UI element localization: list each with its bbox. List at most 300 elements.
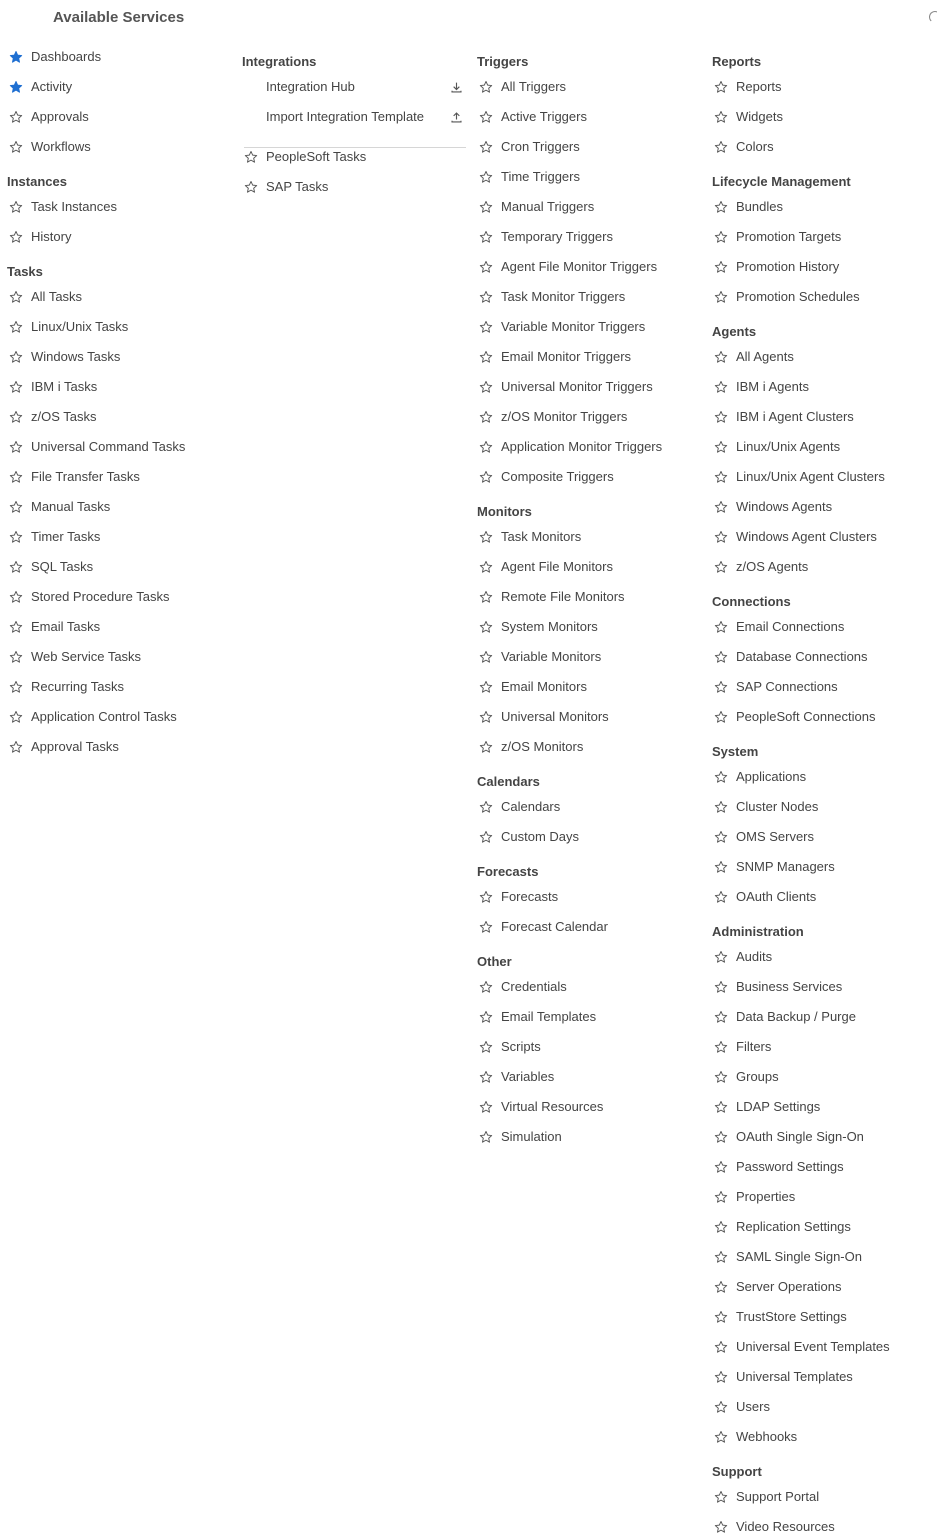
service-link-z-os-agents[interactable]: [712, 557, 808, 577]
star-outline-icon[interactable]: [712, 798, 730, 816]
service-link-oms-servers[interactable]: [712, 827, 814, 847]
service-link-users[interactable]: [712, 1397, 770, 1417]
star-outline-icon[interactable]: [477, 1098, 495, 1116]
service-link-z-os-tasks[interactable]: [7, 407, 97, 427]
service-link-label: Credentials: [501, 979, 567, 994]
service-link-z-os-monitor-triggers[interactable]: [477, 407, 627, 427]
star-outline-icon[interactable]: [712, 498, 730, 516]
star-outline-icon[interactable]: [477, 318, 495, 336]
service-link-business-services[interactable]: [712, 977, 842, 997]
service-link-workflows[interactable]: [7, 137, 91, 157]
star-outline-icon[interactable]: [712, 978, 730, 996]
service-link-label: Variables: [501, 1069, 555, 1084]
star-outline-icon[interactable]: [477, 348, 495, 366]
service-link-label: Linux/Unix Tasks: [31, 319, 129, 334]
star-outline-icon[interactable]: [7, 438, 25, 456]
star-outline-icon[interactable]: [7, 528, 25, 546]
section-heading-triggers: Triggers: [477, 54, 529, 69]
service-link-label: SAP Tasks: [266, 179, 329, 194]
service-link-universal-templates[interactable]: [712, 1367, 853, 1387]
service-link-email-monitor-triggers[interactable]: [477, 347, 631, 367]
service-link-replication-settings[interactable]: [712, 1217, 851, 1237]
service-link-promotion-targets[interactable]: [712, 227, 841, 247]
service-link-email-connections[interactable]: [712, 617, 844, 637]
section-heading-system: System: [712, 744, 759, 759]
service-link-reports[interactable]: [712, 77, 782, 97]
star-outline-icon[interactable]: [712, 228, 730, 246]
service-link-all-triggers[interactable]: [477, 77, 566, 97]
service-link-application-monitor-triggers[interactable]: [477, 437, 662, 457]
service-link-label: Recurring Tasks: [31, 679, 124, 694]
service-link-universal-event-templates[interactable]: [712, 1337, 890, 1357]
service-link-label: Cluster Nodes: [736, 799, 819, 814]
star-outline-icon[interactable]: [477, 1068, 495, 1086]
service-link-label: Reports: [736, 79, 782, 94]
service-link-database-connections[interactable]: [712, 647, 868, 667]
service-link-label: All Agents: [736, 349, 794, 364]
section-heading-lifecycle-management: Lifecycle Management: [712, 174, 851, 189]
service-link-label: Promotion Targets: [736, 229, 842, 244]
service-link-application-control-tasks[interactable]: [7, 707, 177, 727]
star-outline-icon[interactable]: [477, 468, 495, 486]
service-link-sql-tasks[interactable]: [7, 557, 93, 577]
service-link-integration-hub[interactable]: [242, 77, 355, 97]
star-outline-icon[interactable]: [712, 1248, 730, 1266]
service-link-ibm-i-agent-clusters[interactable]: [712, 407, 854, 427]
service-link-label: Manual Tasks: [31, 499, 111, 514]
star-outline-icon[interactable]: [712, 348, 730, 366]
star-outline-icon[interactable]: [477, 678, 495, 696]
service-link-label: LDAP Settings: [736, 1099, 821, 1114]
service-link-oauth-clients[interactable]: [712, 887, 816, 907]
service-link-label: Database Connections: [736, 649, 868, 664]
service-link-universal-monitor-triggers[interactable]: [477, 377, 653, 397]
service-link-sap-tasks[interactable]: [242, 177, 328, 197]
star-outline-icon[interactable]: [712, 1128, 730, 1146]
star-outline-icon[interactable]: [477, 558, 495, 576]
service-link-manual-triggers[interactable]: [477, 197, 594, 217]
star-outline-icon[interactable]: [712, 888, 730, 906]
star-outline-icon[interactable]: [712, 78, 730, 96]
service-link-ldap-settings[interactable]: [712, 1097, 820, 1117]
service-link-scripts[interactable]: [477, 1037, 541, 1057]
download-icon[interactable]: [448, 79, 464, 95]
service-link-label: SQL Tasks: [31, 559, 94, 574]
star-outline-icon[interactable]: [712, 1278, 730, 1296]
service-link-linux-unix-tasks[interactable]: [7, 317, 128, 337]
star-outline-icon[interactable]: [712, 108, 730, 126]
star-outline-icon[interactable]: [712, 1398, 730, 1416]
service-link-variable-monitors[interactable]: [477, 647, 601, 667]
service-link-system-monitors[interactable]: [477, 617, 598, 637]
service-link-label: Bundles: [736, 199, 783, 214]
star-outline-icon[interactable]: [712, 1188, 730, 1206]
service-link-label: Universal Monitor Triggers: [501, 379, 653, 394]
star-outline-icon[interactable]: [477, 378, 495, 396]
service-link-label: Activity: [31, 79, 73, 94]
service-link-label: Temporary Triggers: [501, 229, 613, 244]
section-heading-other: Other: [477, 954, 512, 969]
service-link-label: Workflows: [31, 139, 91, 154]
star-outline-icon[interactable]: [7, 408, 25, 426]
star-outline-icon[interactable]: [7, 648, 25, 666]
service-link-label: Email Tasks: [31, 619, 101, 634]
service-link-label: Email Monitors: [501, 679, 587, 694]
service-link-label: Users: [736, 1399, 770, 1414]
star-filled-icon[interactable]: [7, 48, 25, 66]
service-link-forecasts[interactable]: [477, 887, 558, 907]
service-link-credentials[interactable]: [477, 977, 567, 997]
star-outline-icon[interactable]: [712, 618, 730, 636]
star-outline-icon[interactable]: [712, 258, 730, 276]
star-outline-icon[interactable]: [7, 558, 25, 576]
service-link-label: Colors: [736, 139, 774, 154]
section-heading-monitors: Monitors: [477, 504, 532, 519]
star-outline-icon[interactable]: [7, 228, 25, 246]
star-outline-icon[interactable]: [712, 378, 730, 396]
star-outline-icon[interactable]: [477, 1008, 495, 1026]
service-link-virtual-resources[interactable]: [477, 1097, 603, 1117]
service-link-all-agents[interactable]: [712, 347, 794, 367]
service-link-ibm-i-agents[interactable]: [712, 377, 809, 397]
star-outline-icon[interactable]: [712, 138, 730, 156]
star-outline-icon[interactable]: [7, 678, 25, 696]
service-link-label: Webhooks: [736, 1429, 798, 1444]
star-outline-icon[interactable]: [712, 408, 730, 426]
service-link-promotion-schedules[interactable]: [712, 287, 860, 307]
service-link-label: All Tasks: [31, 289, 83, 304]
service-link-windows-tasks[interactable]: [7, 347, 120, 367]
star-outline-icon[interactable]: [712, 768, 730, 786]
service-link-label: Support Portal: [736, 1489, 820, 1504]
service-link-filters[interactable]: [712, 1037, 771, 1057]
service-link-label: Remote File Monitors: [501, 589, 625, 604]
service-link-label: Agent File Monitors: [501, 559, 613, 574]
star-outline-icon[interactable]: [7, 498, 25, 516]
star-outline-icon[interactable]: [477, 648, 495, 666]
star-outline-icon[interactable]: [712, 198, 730, 216]
service-link-recurring-tasks[interactable]: [7, 677, 124, 697]
service-link-label: Audits: [736, 949, 773, 964]
star-outline-icon[interactable]: [477, 528, 495, 546]
star-outline-icon[interactable]: [477, 168, 495, 186]
service-link-universal-command-tasks[interactable]: [7, 437, 185, 457]
service-link-all-tasks[interactable]: [7, 287, 82, 307]
service-link-composite-triggers[interactable]: [477, 467, 614, 487]
star-outline-icon[interactable]: [712, 948, 730, 966]
service-link-label: Dashboards: [31, 49, 102, 64]
service-link-widgets[interactable]: [712, 107, 783, 127]
star-outline-icon[interactable]: [477, 108, 495, 126]
star-outline-icon[interactable]: [7, 588, 25, 606]
star-outline-icon[interactable]: [712, 558, 730, 576]
service-link-simulation[interactable]: [477, 1127, 562, 1147]
service-link-colors[interactable]: [712, 137, 774, 157]
service-link-label: Task Monitors: [501, 529, 582, 544]
service-link-approval-tasks[interactable]: [7, 737, 119, 757]
star-outline-icon[interactable]: [712, 1308, 730, 1326]
service-link-label: Integration Hub: [266, 79, 355, 94]
service-link-activity[interactable]: [7, 77, 72, 97]
service-link-ibm-i-tasks[interactable]: [7, 377, 97, 397]
star-outline-icon[interactable]: [712, 1338, 730, 1356]
service-link-peoplesoft-connections[interactable]: [712, 707, 875, 727]
section-heading-instances: Instances: [7, 174, 67, 189]
service-link-label: Virtual Resources: [501, 1099, 604, 1114]
service-link-password-settings[interactable]: [712, 1157, 844, 1177]
service-link-history[interactable]: [7, 227, 71, 247]
service-link-label: Linux/Unix Agent Clusters: [736, 469, 885, 484]
service-link-time-triggers[interactable]: [477, 167, 580, 187]
star-outline-icon[interactable]: [477, 828, 495, 846]
star-outline-icon[interactable]: [7, 618, 25, 636]
service-link-label: Video Resources: [736, 1519, 835, 1534]
service-link-label: SAP Connections: [736, 679, 838, 694]
service-link-forecast-calendar[interactable]: [477, 917, 608, 937]
service-link-audits[interactable]: [712, 947, 772, 967]
star-outline-icon[interactable]: [477, 618, 495, 636]
section-heading-connections: Connections: [712, 594, 791, 609]
service-link-label: System Monitors: [501, 619, 598, 634]
upload-icon[interactable]: [448, 109, 464, 125]
service-link-data-backup-purge[interactable]: [712, 1007, 856, 1027]
star-outline-icon[interactable]: [477, 1038, 495, 1056]
star-outline-icon[interactable]: [712, 1218, 730, 1236]
service-link-label: Groups: [736, 1069, 779, 1084]
star-outline-icon[interactable]: [712, 1158, 730, 1176]
star-filled-icon[interactable]: [7, 78, 25, 96]
service-link-label: Password Settings: [736, 1159, 844, 1174]
service-link-sap-connections[interactable]: [712, 677, 838, 697]
service-link-label: Email Monitor Triggers: [501, 349, 632, 364]
section-heading-integrations: Integrations: [242, 54, 317, 69]
service-link-temporary-triggers[interactable]: [477, 227, 613, 247]
service-link-cluster-nodes[interactable]: [712, 797, 818, 817]
star-outline-icon[interactable]: [712, 1518, 730, 1536]
service-link-import-integration-template[interactable]: [242, 107, 424, 127]
service-link-label: Forecast Calendar: [501, 919, 608, 934]
service-link-label: Task Monitor Triggers: [501, 289, 626, 304]
service-link-variables[interactable]: [477, 1067, 554, 1087]
star-outline-icon[interactable]: [242, 148, 260, 166]
service-link-properties[interactable]: [712, 1187, 795, 1207]
service-link-label: z/OS Monitor Triggers: [501, 409, 628, 424]
service-link-approvals[interactable]: [7, 107, 89, 127]
star-outline-icon[interactable]: [712, 858, 730, 876]
star-outline-icon[interactable]: [477, 408, 495, 426]
service-link-label: SNMP Managers: [736, 859, 835, 874]
service-link-label: Import Integration Template: [266, 109, 425, 124]
service-link-label: Custom Days: [501, 829, 580, 844]
service-link-email-monitors[interactable]: [477, 677, 587, 697]
star-outline-icon[interactable]: [477, 888, 495, 906]
star-outline-icon[interactable]: [712, 1098, 730, 1116]
service-link-label: Email Templates: [501, 1009, 597, 1024]
service-link-label: Universal Command Tasks: [31, 439, 186, 454]
service-link-label: Replication Settings: [736, 1219, 851, 1234]
star-outline-icon[interactable]: [712, 648, 730, 666]
service-link-promotion-history[interactable]: [712, 257, 839, 277]
star-outline-icon[interactable]: [712, 1038, 730, 1056]
service-link-label: Calendars: [501, 799, 561, 814]
star-outline-icon[interactable]: [7, 288, 25, 306]
service-link-peoplesoft-tasks[interactable]: [242, 147, 366, 167]
service-link-z-os-monitors[interactable]: [477, 737, 583, 757]
service-link-timer-tasks[interactable]: [7, 527, 100, 547]
service-link-stored-procedure-tasks[interactable]: [7, 587, 170, 607]
service-link-label: All Triggers: [501, 79, 567, 94]
service-link-active-triggers[interactable]: [477, 107, 587, 127]
service-link-groups[interactable]: [712, 1067, 779, 1087]
service-link-label: Composite Triggers: [501, 469, 614, 484]
star-outline-icon[interactable]: [477, 228, 495, 246]
service-link-label: Timer Tasks: [31, 529, 101, 544]
star-outline-icon[interactable]: [242, 178, 260, 196]
service-link-label: Application Control Tasks: [31, 709, 177, 724]
star-outline-icon[interactable]: [712, 678, 730, 696]
service-link-label: PeopleSoft Connections: [736, 709, 876, 724]
service-link-windows-agent-clusters[interactable]: [712, 527, 877, 547]
service-link-cron-triggers[interactable]: [477, 137, 580, 157]
service-link-label: IBM i Agents: [736, 379, 809, 394]
star-outline-icon[interactable]: [477, 438, 495, 456]
section-heading-support: Support: [712, 1464, 762, 1479]
service-link-file-transfer-tasks[interactable]: [7, 467, 140, 487]
service-link-web-service-tasks[interactable]: [7, 647, 141, 667]
service-link-linux-unix-agent-clusters[interactable]: [712, 467, 885, 487]
service-link-email-templates[interactable]: [477, 1007, 596, 1027]
star-outline-icon[interactable]: [712, 1368, 730, 1386]
star-outline-icon[interactable]: [477, 138, 495, 156]
service-link-label: Applications: [736, 769, 807, 784]
service-link-label: IBM i Agent Clusters: [736, 409, 854, 424]
service-link-label: Business Services: [736, 979, 843, 994]
service-link-label: Filters: [736, 1039, 772, 1054]
star-outline-icon[interactable]: [477, 588, 495, 606]
page-title: Available Services: [53, 9, 185, 26]
service-link-support-portal[interactable]: [712, 1487, 819, 1507]
star-outline-icon[interactable]: [7, 468, 25, 486]
service-link-label: History: [31, 229, 72, 244]
star-outline-icon[interactable]: [712, 1488, 730, 1506]
service-link-webhooks[interactable]: [712, 1427, 797, 1447]
star-outline-icon[interactable]: [477, 978, 495, 996]
service-link-label: Active Triggers: [501, 109, 587, 124]
service-link-agent-file-monitor-triggers[interactable]: [477, 257, 657, 277]
service-link-label: OAuth Clients: [736, 889, 817, 904]
service-link-label: Promotion History: [736, 259, 840, 274]
service-link-dashboards[interactable]: [7, 47, 101, 67]
star-outline-icon[interactable]: [712, 708, 730, 726]
service-link-label: Task Instances: [31, 199, 117, 214]
service-link-label: Properties: [736, 1189, 796, 1204]
star-outline-icon[interactable]: [477, 258, 495, 276]
service-link-label: Server Operations: [736, 1279, 842, 1294]
service-link-video-resources[interactable]: [712, 1517, 835, 1537]
star-outline-icon[interactable]: [7, 738, 25, 756]
section-heading-administration: Administration: [712, 924, 804, 939]
service-link-task-monitors[interactable]: [477, 527, 581, 547]
star-outline-icon[interactable]: [477, 288, 495, 306]
service-link-label: Windows Agents: [736, 499, 833, 514]
service-link-oauth-single-sign-on[interactable]: [712, 1127, 864, 1147]
service-link-label: Universal Templates: [736, 1369, 853, 1384]
service-link-label: Promotion Schedules: [736, 289, 860, 304]
service-link-label: Variable Monitor Triggers: [501, 319, 646, 334]
section-heading-agents: Agents: [712, 324, 757, 339]
service-link-variable-monitor-triggers[interactable]: [477, 317, 645, 337]
star-outline-icon[interactable]: [712, 1068, 730, 1086]
star-outline-icon[interactable]: [7, 138, 25, 156]
star-outline-icon[interactable]: [712, 288, 730, 306]
star-outline-icon[interactable]: [477, 738, 495, 756]
service-link-label: Agent File Monitor Triggers: [501, 259, 658, 274]
star-outline-icon[interactable]: [477, 78, 495, 96]
service-link-calendars[interactable]: [477, 797, 560, 817]
service-link-applications[interactable]: [712, 767, 806, 787]
service-link-label: IBM i Tasks: [31, 379, 98, 394]
star-outline-icon[interactable]: [477, 708, 495, 726]
star-outline-icon[interactable]: [7, 378, 25, 396]
star-outline-icon[interactable]: [477, 1128, 495, 1146]
service-link-label: Web Service Tasks: [31, 649, 142, 664]
service-link-agent-file-monitors[interactable]: [477, 557, 613, 577]
section-heading-tasks: Tasks: [7, 264, 43, 279]
star-outline-icon[interactable]: [712, 1428, 730, 1446]
service-link-truststore-settings[interactable]: [712, 1307, 847, 1327]
service-link-task-instances[interactable]: [7, 197, 117, 217]
star-outline-icon[interactable]: [477, 198, 495, 216]
star-outline-icon[interactable]: [7, 108, 25, 126]
service-link-bundles[interactable]: [712, 197, 783, 217]
star-outline-icon[interactable]: [712, 438, 730, 456]
service-link-label: Cron Triggers: [501, 139, 580, 154]
service-link-saml-single-sign-on[interactable]: [712, 1247, 862, 1267]
service-link-snmp-managers[interactable]: [712, 857, 835, 877]
service-link-label: Universal Monitors: [501, 709, 609, 724]
service-link-remote-file-monitors[interactable]: [477, 587, 625, 607]
star-outline-icon[interactable]: [712, 828, 730, 846]
service-link-label: Widgets: [736, 109, 783, 124]
service-link-linux-unix-agents[interactable]: [712, 437, 840, 457]
service-link-label: Manual Triggers: [501, 199, 595, 214]
service-link-label: Approval Tasks: [31, 739, 119, 754]
star-outline-icon[interactable]: [712, 468, 730, 486]
service-link-windows-agents[interactable]: [712, 497, 832, 517]
service-link-task-monitor-triggers[interactable]: [477, 287, 625, 307]
service-link-email-tasks[interactable]: [7, 617, 100, 637]
service-link-label: SAML Single Sign-On: [736, 1249, 862, 1264]
star-outline-icon[interactable]: [477, 798, 495, 816]
service-link-server-operations[interactable]: [712, 1277, 842, 1297]
service-link-label: Data Backup / Purge: [736, 1009, 856, 1024]
service-link-universal-monitors[interactable]: [477, 707, 609, 727]
star-outline-icon[interactable]: [7, 348, 25, 366]
star-outline-icon[interactable]: [712, 1008, 730, 1026]
star-outline-icon[interactable]: [7, 198, 25, 216]
service-link-label: Windows Agent Clusters: [736, 529, 877, 544]
service-link-label: Application Monitor Triggers: [501, 439, 663, 454]
service-link-manual-tasks[interactable]: [7, 497, 110, 517]
star-outline-icon[interactable]: [7, 318, 25, 336]
service-link-label: File Transfer Tasks: [31, 469, 140, 484]
star-outline-icon[interactable]: [477, 918, 495, 936]
service-link-custom-days[interactable]: [477, 827, 579, 847]
service-link-label: Linux/Unix Agents: [736, 439, 841, 454]
service-link-label: Time Triggers: [501, 169, 580, 184]
star-outline-icon[interactable]: [7, 708, 25, 726]
star-outline-icon[interactable]: [712, 528, 730, 546]
